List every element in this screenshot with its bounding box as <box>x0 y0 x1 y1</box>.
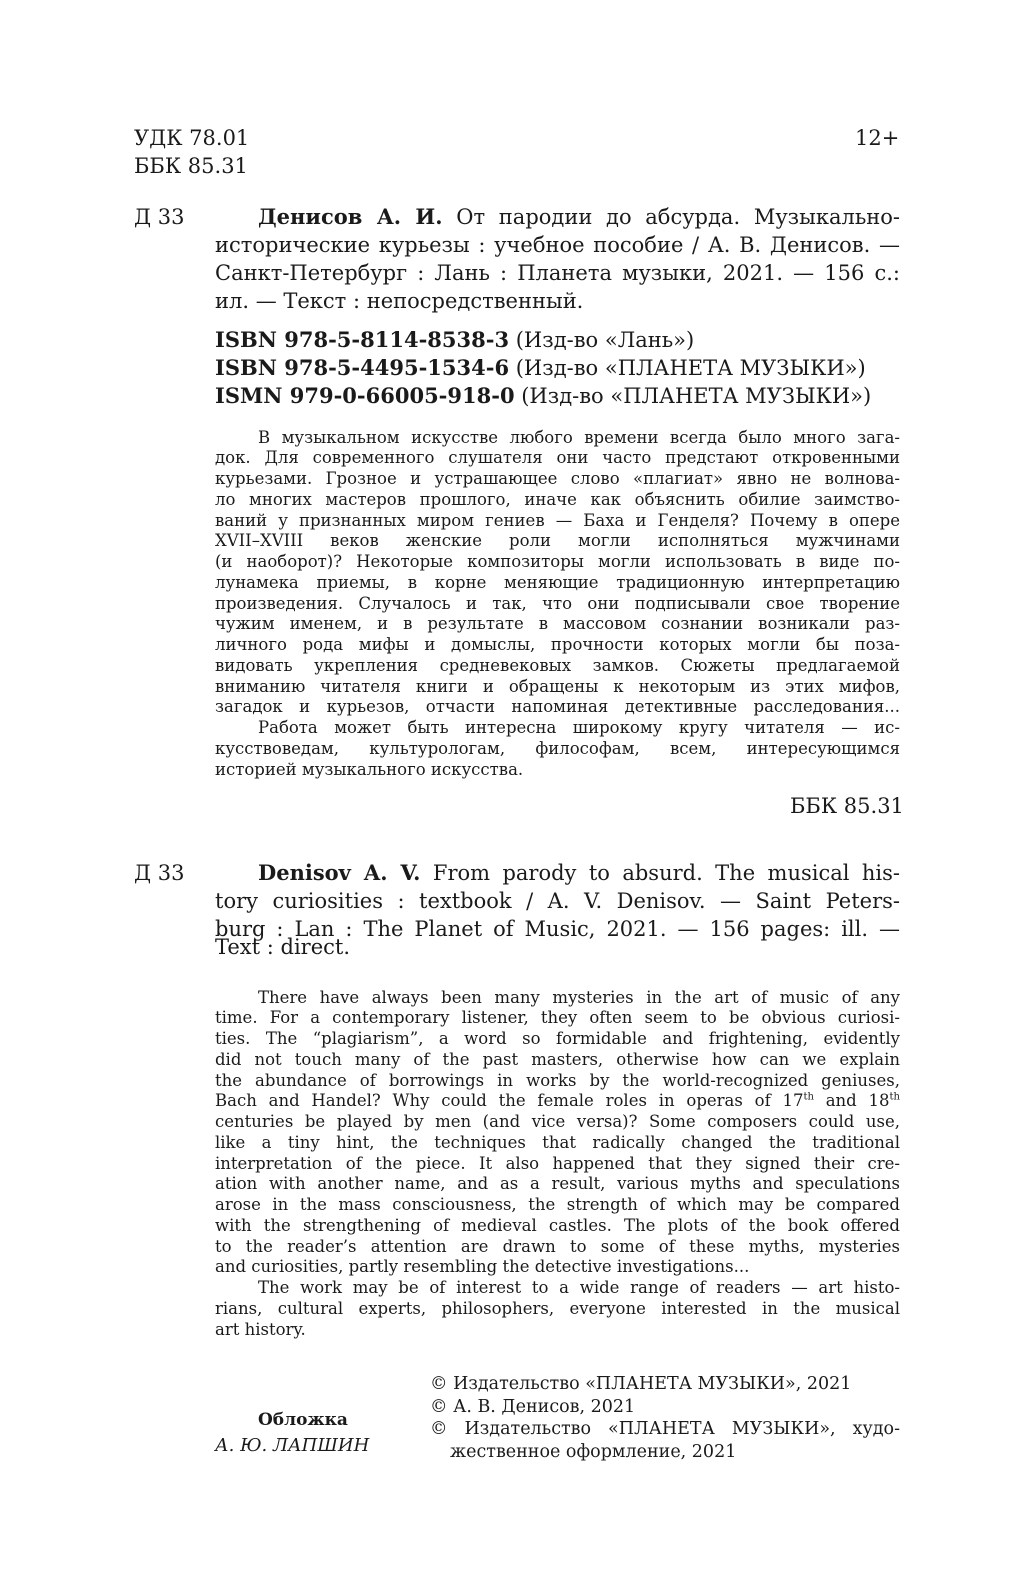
en-abstract-line: the abundance of borrowings in works by the world-recognized geniuses, <box>215 1071 900 1090</box>
ru-abstract-line: кусствоведам, культурологам, философам, всем, интересующимся <box>215 739 900 758</box>
ordinal-suffix: th <box>889 1091 900 1103</box>
isbn-publisher: (Изд-во «Лань») <box>509 328 695 352</box>
isbn-code: ISBN 978-5-4495-1534-6 <box>215 355 510 380</box>
isbn-code: ISBN 978-5-8114-8538-3 <box>215 327 510 352</box>
en-abstract-line: The work may be of interest to a wide range of readers — art histo- <box>258 1278 900 1297</box>
copyright-line: © Издательство «ПЛАНЕТА МУЗЫКИ», 2021 <box>430 1374 852 1394</box>
ru-abstract-line: (и наоборот)? Некоторые композиторы могли использовать в виде по- <box>215 552 900 571</box>
ismn-line <box>215 382 871 410</box>
ismn-code: ISMN 979-0-66005-918-0 <box>215 383 515 408</box>
ru-abstract-line: Работа может быть интересна широкому кругу читателя — ис- <box>258 718 900 737</box>
ru-abstract-line: чужим именем, и в результате в массовом сознании возникали раз- <box>215 614 900 633</box>
en-abstract-text: and 18 <box>813 1091 890 1110</box>
copyright-line: © А. В. Денисов, 2021 <box>430 1397 636 1417</box>
en-abstract-line: like a tiny hint, the techniques that radically changed the traditional <box>215 1133 900 1152</box>
en-record-line-1 <box>258 859 900 887</box>
en-abstract-line: did not touch many of the past masters, otherwise how can we explain <box>215 1050 900 1069</box>
ru-title: От пародии до абсурда. Музыкально- <box>442 205 900 229</box>
cover-artist: А. Ю. ЛАПШИН <box>215 1435 370 1456</box>
copyright-line: © Издательство «ПЛАНЕТА МУЗЫКИ», худо- <box>430 1419 900 1439</box>
ru-abstract-line: ло многих мастеров прошлого, иначе как объяснить обилие заимство- <box>215 490 900 509</box>
ru-abstract-line: произведения. Случалось и так, что они подписывали свое творение <box>215 594 900 613</box>
en-abstract-line: ation with another name, and as a result, various myths and speculations <box>215 1174 900 1193</box>
udk-code: УДК 78.01 <box>134 126 250 150</box>
ru-record-line-3: Санкт-Петербург : Лань : Планета музыки, 2021. — 156 с.: <box>215 261 900 285</box>
ru-abstract-line: XVII–XVIII веков женские роли могли исполняться мужчинами <box>215 531 900 550</box>
ru-abstract-line: ваний у признанных миром гениев — Баха и Генделя? Почему в опере <box>215 511 900 530</box>
ordinal-suffix: th <box>803 1091 814 1103</box>
ru-bbk-code: ББК 85.31 <box>790 794 904 818</box>
en-abstract-line: with the strengthening of medieval castles. The plots of the book offered <box>215 1216 900 1235</box>
isbn-publisher: (Изд-во «ПЛАНЕТА МУЗЫКИ») <box>509 356 866 380</box>
en-abstract-line: and curiosities, partly resembling the detective investigations... <box>215 1257 750 1276</box>
ru-abstract-line: загадок и курьезов, отчасти напоминая детективные расследования... <box>215 697 900 716</box>
ru-record-line-1 <box>258 203 900 231</box>
ru-abstract-line: видовать укрепления средневековых замков. Сюжеты предлагаемой <box>215 656 900 675</box>
isbn-line-1 <box>215 326 694 354</box>
en-shelf-code: Д 33 <box>134 861 185 885</box>
ru-shelf-code: Д 33 <box>134 205 185 229</box>
age-rating: 12+ <box>855 126 900 150</box>
cover-label: Обложка <box>258 1410 348 1430</box>
en-abstract-line <box>215 1091 900 1111</box>
ru-abstract-line: В музыкальном искусстве любого времени всегда было много зага- <box>258 428 900 447</box>
ru-abstract-line: лунамека приемы, в корне меняющие традиционную интерпретацию <box>215 573 900 592</box>
en-abstract-line: There have always been many mysteries in the art of music of any <box>258 988 900 1007</box>
ru-abstract-line: док. Для современного слушателя они часто предстают откровенными <box>215 448 900 467</box>
en-abstract-line: ties. The “plagiarism”, a word so formidable and frightening, evidently <box>215 1029 900 1048</box>
en-abstract-line: interpretation of the piece. It also happened that they signed their cre- <box>215 1154 900 1173</box>
en-abstract-text: Bach and Handel? Why could the female roles in operas of 17 <box>215 1091 804 1110</box>
en-abstract-line: time. For a contemporary listener, they often seem to be obvious curiosi- <box>215 1008 900 1027</box>
en-record-line-3: burg : Lan : The Planet of Music, 2021. — 156 pages: ill. — <box>215 917 900 941</box>
ru-record-line-4: ил. — Текст : непосредственный. <box>215 289 584 313</box>
en-abstract-line: centuries be played by men (and vice versa)? Some composers could use, <box>215 1112 900 1131</box>
isbn-publisher: (Изд-во «ПЛАНЕТА МУЗЫКИ») <box>514 384 872 408</box>
en-title: From parody to absurd. The musical his- <box>420 861 900 885</box>
bbk-code: ББК 85.31 <box>134 154 248 178</box>
ru-abstract-line: личного рода мифы и домыслы, прочности которых могли бы поза- <box>215 635 900 654</box>
isbn-line-2 <box>215 354 866 382</box>
en-record-line-4: Text : direct. <box>215 935 351 959</box>
en-abstract-line: rians, cultural experts, philosophers, everyone interested in the musical <box>215 1299 900 1318</box>
en-abstract-line: arose in the mass consciousness, the strength of which may be compared <box>215 1195 900 1214</box>
en-record-line-2: tory curiosities : textbook / A. V. Denisov. — Saint Peters- <box>215 889 900 913</box>
en-abstract-line: art history. <box>215 1320 306 1339</box>
en-abstract-line: to the reader’s attention are drawn to some of these myths, mysteries <box>215 1237 900 1256</box>
copyright-line: жественное оформление, 2021 <box>450 1442 737 1462</box>
en-author: Denisov A. V. <box>258 860 421 885</box>
ru-author: Денисов А. И. <box>258 204 443 229</box>
ru-abstract-line: историей музыкального искусства. <box>215 760 524 779</box>
ru-abstract-line: вниманию читателя книги и обращены к некоторым из этих мифов, <box>215 677 900 696</box>
ru-abstract-line: курьезами. Грозное и устрашающее слово «плагиат» явно не волнова- <box>215 469 900 488</box>
ru-record-line-2: исторические курьезы : учебное пособие / А. В. Денисов. — <box>215 233 900 257</box>
